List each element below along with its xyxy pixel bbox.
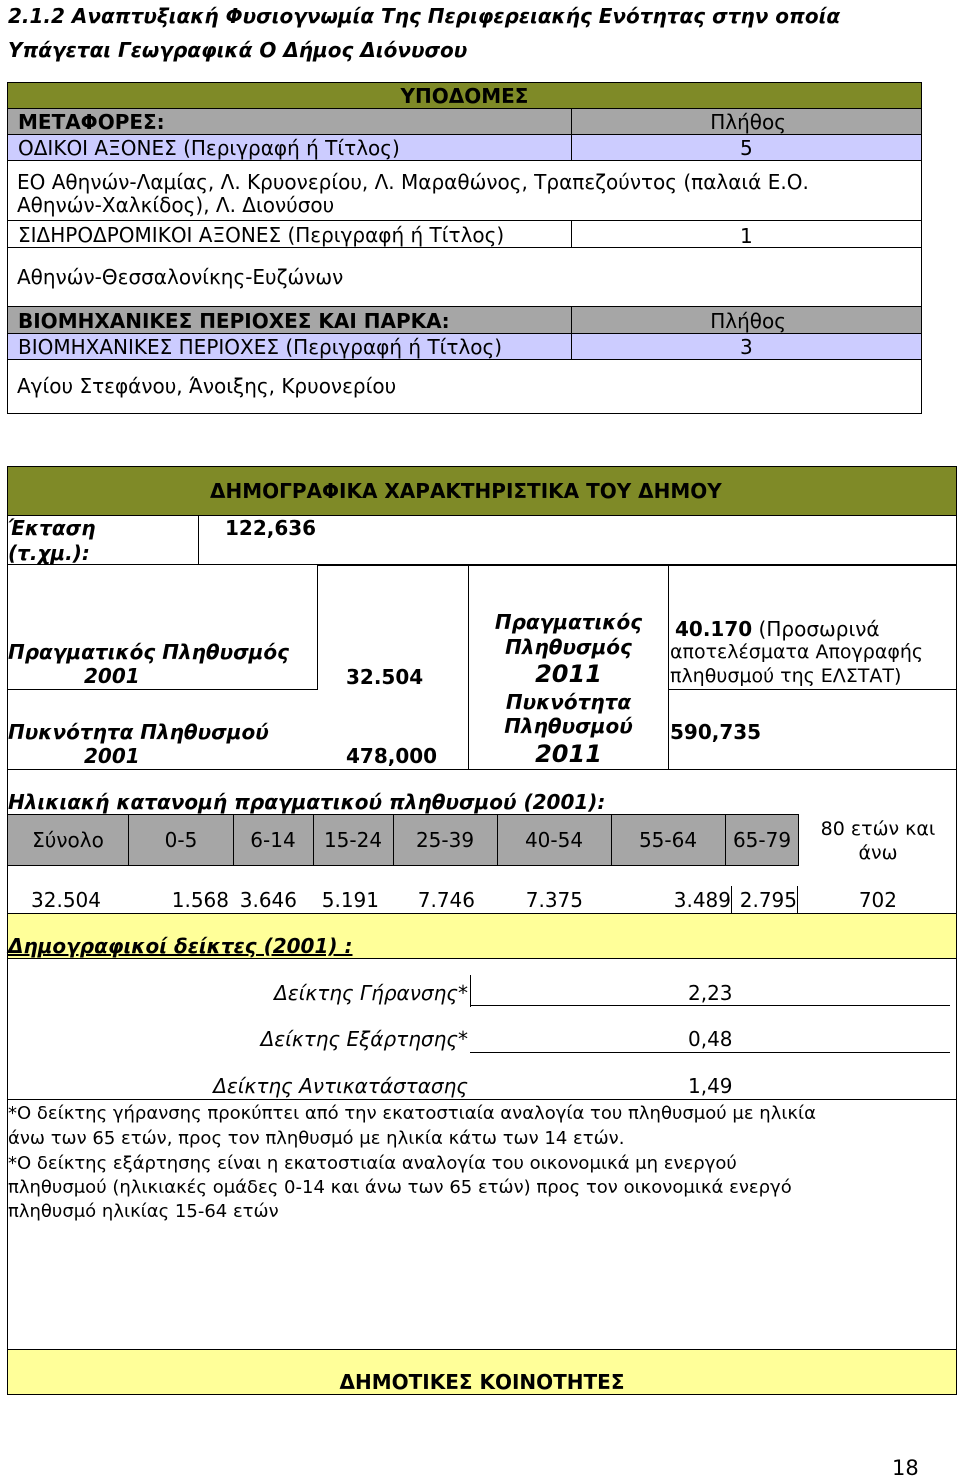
industrial-count-header-cell xyxy=(571,306,922,334)
count-header: Πλήθος xyxy=(710,110,786,134)
industrial-areas-label-cell xyxy=(7,333,572,360)
indices-title: Δημογραφικοί δείκτες (2001) : xyxy=(8,934,353,958)
section-heading-line1: 2.1.2 Αναπτυξιακή Φυσιογνωμία Της Περιφερειακής Ενότητας στην οποία xyxy=(8,4,841,28)
dens2001-label-2: 2001 xyxy=(84,744,140,768)
industrial-areas-count-cell xyxy=(571,333,922,360)
age-value-6-14: 3.646 xyxy=(239,888,297,912)
indices-col-divider xyxy=(470,975,471,1007)
age-header-cells xyxy=(7,814,957,866)
age-value-25-39: 7.746 xyxy=(417,888,475,912)
age-header-15-24: 15-24 xyxy=(323,828,383,852)
dens2011-label-3: 2011 xyxy=(535,740,602,768)
pop-divider-3 xyxy=(668,565,669,770)
aging-note-line1: *Ο δείκτης γήρανσης προκύπτει από την εκατοστιαία αναλογία του πληθυσμού με ηλικία xyxy=(8,1103,816,1124)
age-header-80-plus-1: 80 ετών και xyxy=(820,818,936,840)
pop-divider-1 xyxy=(317,565,318,690)
pop-hline-1 xyxy=(7,689,318,690)
industrial-label-cell xyxy=(7,306,572,334)
age-value-total: 32.504 xyxy=(31,888,101,912)
rail-axes-count-cell xyxy=(571,220,922,248)
age-header-65-79: 65-79 xyxy=(732,828,792,852)
age-header-6-14: 6-14 xyxy=(250,828,296,852)
pop-hline-2 xyxy=(668,689,957,690)
industrial-areas-text: Αγίου Στεφάνου, Άνοιξης, Κρυονερίου xyxy=(17,374,397,398)
pop2011-note-2: αποτελέσματα Απογραφής xyxy=(670,641,924,663)
replacement-index-value: 1,49 xyxy=(688,1074,733,1098)
rail-axes-label-cell xyxy=(7,220,572,248)
pop2011-label-1: Πραγματικός xyxy=(494,610,643,634)
area-label-1: Έκταση xyxy=(8,516,96,540)
count-header-cell xyxy=(571,108,922,135)
age-title: Ηλικιακή κατανομή πραγματικού πληθυσμού (2001): xyxy=(8,790,606,814)
road-axes-text-line2: Αθηνών-Χαλκίδος), Λ. Διονύσου xyxy=(17,193,335,217)
indices-row-line xyxy=(470,1005,950,1006)
age-value-65-79: 2.795 xyxy=(739,888,797,912)
pop2011-value-line xyxy=(675,617,880,641)
age-value-15-24: 5.191 xyxy=(321,888,379,912)
age-header-0-5: 0-5 xyxy=(164,828,198,852)
industrial-label: ΒΙΟΜΗΧΑΝΙΚΕΣ ΠΕΡΙΟΧΕΣ ΚΑΙ ΠΑΡΚΑ: xyxy=(18,309,450,333)
dependency-note-line3: πληθυσμό ηλικίας 15-64 ετών xyxy=(8,1201,279,1222)
pop2011-note-1: (Προσωρινά xyxy=(752,617,880,641)
pop-divider-2 xyxy=(468,565,469,770)
age-value-divider xyxy=(731,886,732,914)
age-header-40-54: 40-54 xyxy=(524,828,584,852)
dependency-note-line2: πληθυσμού (ηλικιακές ομάδες 0-14 και άνω των 65 ετών) προς τον οικονομικά ενεργό xyxy=(8,1177,792,1198)
rail-axes-text: Αθηνών-Θεσσαλονίκης-Ευζώνων xyxy=(17,265,344,289)
pop2011-label-3: 2011 xyxy=(535,660,602,688)
dependency-note-line1: *Ο δείκτης εξάρτησης είναι η εκατοστιαία αναλογία του οικονομικά μη ενεργού xyxy=(8,1153,737,1174)
transport-label: ΜΕΤΑΦΟΡΕΣ: xyxy=(18,110,165,134)
area-label-2: (τ.χμ.): xyxy=(8,541,90,565)
demographics-title: ΔΗΜΟΓΡΑΦΙΚΑ ΧΑΡΑΚΤΗΡΙΣΤΙΚΑ ΤΟΥ ΔΗΜΟΥ xyxy=(210,479,722,503)
age-values-row xyxy=(7,886,957,914)
dependency-index-value: 0,48 xyxy=(688,1027,733,1051)
age-header-total: Σύνολο xyxy=(32,828,104,852)
rail-section-divider xyxy=(7,247,922,307)
dens2001-label-1: Πυκνότητα Πληθυσμού xyxy=(8,720,269,744)
age-header-55-64: 55-64 xyxy=(638,828,698,852)
area-value: 122,636 xyxy=(225,516,317,540)
indices-bottom-line xyxy=(7,1099,957,1100)
pop-top-line xyxy=(317,565,957,566)
dens2001-value: 478,000 xyxy=(346,744,438,768)
communities-title: ΔΗΜΟΤΙΚΕΣ ΚΟΙΝΟΤΗΤΕΣ xyxy=(339,1370,625,1394)
aging-index-label: Δείκτης Γήρανσης* xyxy=(274,981,468,1005)
pop2001-label-1: Πραγματικός Πληθυσμός xyxy=(8,640,289,664)
pop2011-value: 40.170 xyxy=(675,617,753,641)
aging-index-value: 2,23 xyxy=(688,981,733,1005)
aging-note-line2: άνω των 65 ετών, προς τον πληθυσμό με ηλικία κάτω των 14 ετών. xyxy=(8,1128,625,1149)
section-heading-line2: Υπάγεται Γεωγραφικά Ο Δήμος Διόνυσου xyxy=(8,38,468,62)
road-axes-label-cell xyxy=(7,134,572,161)
rail-axes-label: ΣΙΔΗΡΟΔΡΟΜΙΚΟΙ ΑΞΟΝΕΣ (Περιγραφή ή Τίτλος) xyxy=(18,223,505,247)
age-header-25-39: 25-39 xyxy=(415,828,475,852)
industrial-count-header: Πλήθος xyxy=(710,309,786,333)
pop2011-label-2: Πληθυσμός xyxy=(505,635,632,659)
road-axes-text-line1: ΕΟ Αθηνών-Λαμίας, Λ. Κρυονερίου, Λ. Μαραθώνος, Τραπεζούντος (παλαιά Ε.Ο. xyxy=(17,170,809,194)
indices-row-line xyxy=(470,1052,950,1053)
rail-axes-count: 1 xyxy=(740,224,753,248)
dens2011-label-2: Πληθυσμού xyxy=(504,714,633,738)
infrastructure-title: ΥΠΟΔΟΜΕΣ xyxy=(7,82,922,109)
industrial-areas-count: 3 xyxy=(740,335,753,359)
dens2011-label-1: Πυκνότητα xyxy=(505,690,632,714)
pop2001-value: 32.504 xyxy=(346,665,424,689)
page-number: 18 xyxy=(892,1456,919,1478)
dependency-index-label: Δείκτης Εξάρτησης* xyxy=(260,1027,468,1051)
age-value-40-54: 7.375 xyxy=(525,888,583,912)
age-header-80-plus-2: άνω xyxy=(858,842,898,864)
dens2011-value: 590,735 xyxy=(670,720,762,744)
industrial-areas-label: ΒΙΟΜΗΧΑΝΙΚΕΣ ΠΕΡΙΟΧΕΣ (Περιγραφή ή Τίτλος) xyxy=(18,335,503,359)
replacement-index-label: Δείκτης Αντικατάστασης xyxy=(213,1074,468,1098)
age-value-55-64: 3.489 xyxy=(673,888,731,912)
age-value-80-plus: 702 xyxy=(858,888,897,912)
pop2011-note-3: πληθυσμού της ΕΛΣΤΑΤ) xyxy=(670,665,902,687)
pop2001-label-2: 2001 xyxy=(84,664,140,688)
road-axes-count-cell xyxy=(571,134,922,161)
road-axes-label: ΟΔΙΚΟΙ ΑΞΟΝΕΣ (Περιγραφή ή Τίτλος) xyxy=(18,136,400,160)
age-value-0-5: 1.568 xyxy=(171,888,229,912)
road-axes-count: 5 xyxy=(740,136,753,160)
transport-label-cell xyxy=(7,108,572,135)
